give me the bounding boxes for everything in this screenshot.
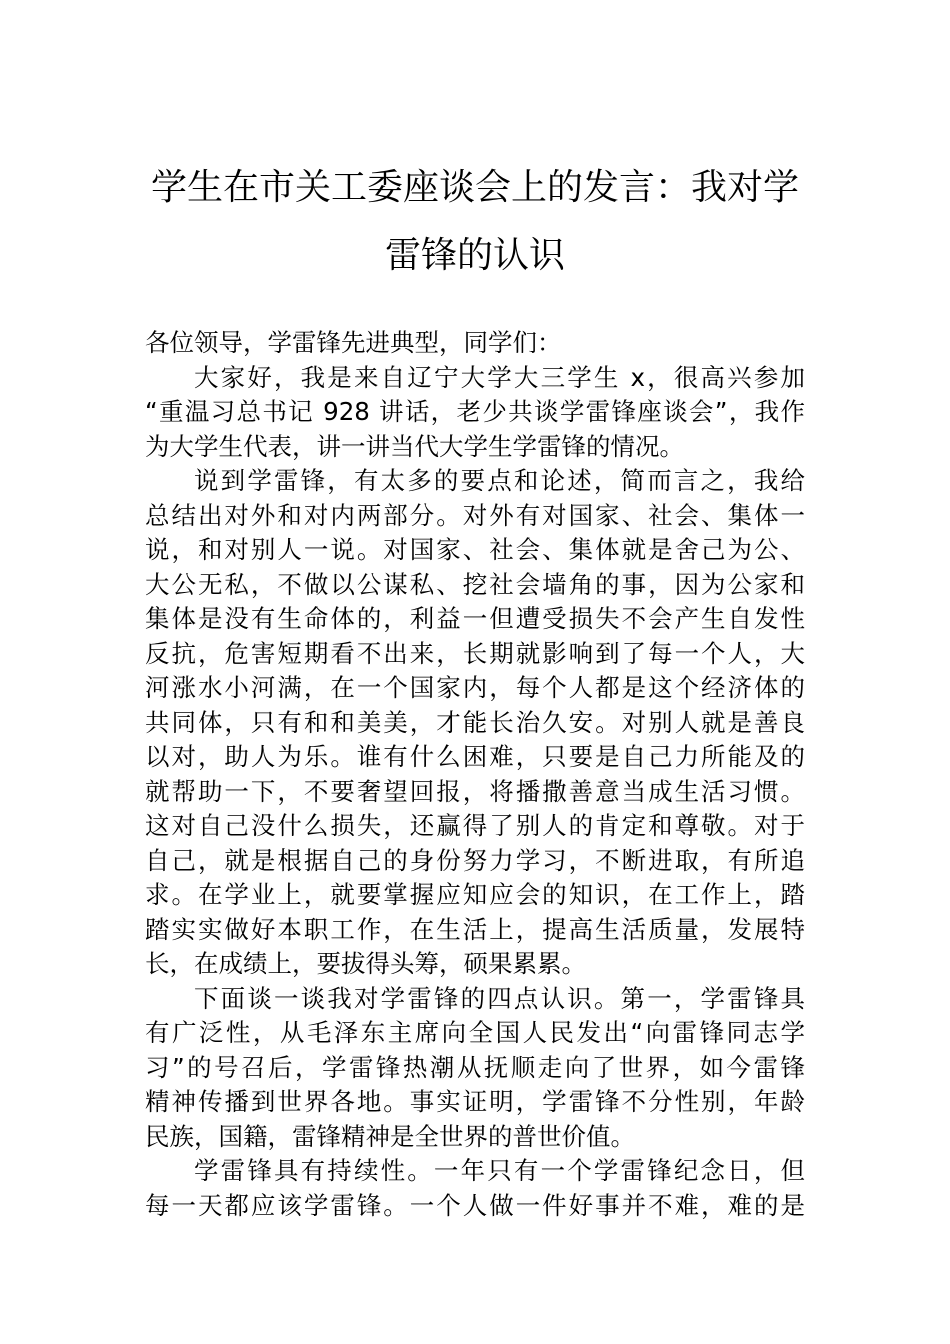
paragraph-2-line: 以对，助人为乐。谁有什么困难，只要是自己力所能及的 (145, 742, 805, 771)
paragraph-2-line: 自己，就是根据自己的身份努力学习，不断进取，有所追 (145, 845, 805, 875)
paragraph-3-line: 有广泛性，从毛泽东主席向全国人民发出“向雷锋同志学 (145, 1018, 805, 1047)
paragraph-4-line: 每一天都应该学雷锋。一个人做一件好事并不难，难的是 (145, 1190, 805, 1220)
salutation: 各位领导，学雷锋先进典型，同学们： (145, 328, 562, 357)
paragraph-2-line: 总结出对外和对内两部分。对外有对国家、社会、集体一 (145, 500, 805, 530)
document-title-line-1: 学生在市关工委座谈会上的发言：我对学 (150, 167, 799, 208)
paragraph-2-line: 共同体，只有和和美美，才能长治久安。对别人就是善良 (145, 707, 805, 737)
paragraph-2-line: 河涨水小河满，在一个国家内，每个人都是这个经济体的 (145, 673, 805, 702)
paragraph-2-line: 这对自己没什么损失，还赢得了别人的肯定和尊敬。对于 (145, 811, 805, 840)
paragraph-2-line: 长，在成绩上，要拔得头筹，硕果累累。 (145, 949, 586, 978)
paragraph-1-line: 大家好，我是来自辽宁大学大三学生 x，很高兴参加 (194, 362, 805, 392)
paragraph-2-line: 说到学雷锋，有太多的要点和论述，简而言之，我给 (194, 466, 805, 495)
paragraph-2-line: 踏实实做好本职工作，在生活上，提高生活质量，发展特 (145, 914, 805, 944)
document-body (145, 326, 805, 1223)
paragraph-1-line: 为大学生代表，讲一讲当代大学生学雷锋的情况。 (145, 431, 684, 461)
paragraph-1-line: “重温习总书记 928 讲话，老少共谈学雷锋座谈会”，我作 (145, 397, 805, 426)
paragraph-2-line: 反抗，危害短期看不出来，长期就影响到了每一个人，大 (145, 638, 805, 668)
paragraph-3-line: 民族，国籍，雷锋精神是全世界的普世价值。 (145, 1121, 635, 1151)
paragraph-3-line: 精神传播到世界各地。事实证明，学雷锋不分性别，年龄 (145, 1087, 805, 1116)
paragraph-2-line: 求。在学业上，就要掌握应知应会的知识，在工作上，踏 (145, 880, 805, 909)
document-title-line-2: 雷锋的认识 (384, 235, 565, 276)
paragraph-2-line: 就帮助一下，不要奢望回报，将播撒善意当成生活习惯。 (145, 776, 805, 806)
paragraph-2-line: 集体是没有生命体的，利益一但遭受损失不会产生自发性 (145, 604, 805, 633)
paragraph-4-line: 学雷锋具有持续性。一年只有一个学雷锋纪念日，但 (194, 1156, 805, 1185)
paragraph-2-line: 大公无私，不做以公谋私、挖社会墙角的事，因为公家和 (145, 569, 805, 599)
paragraph-2-line: 说，和对别人一说。对国家、社会、集体就是舍己为公、 (145, 535, 805, 564)
paragraph-3-line: 习”的号召后，学雷锋热潮从抚顺走向了世界，如今雷锋 (145, 1052, 805, 1082)
paragraph-3-line: 下面谈一谈我对学雷锋的四点认识。第一，学雷锋具 (194, 983, 805, 1013)
